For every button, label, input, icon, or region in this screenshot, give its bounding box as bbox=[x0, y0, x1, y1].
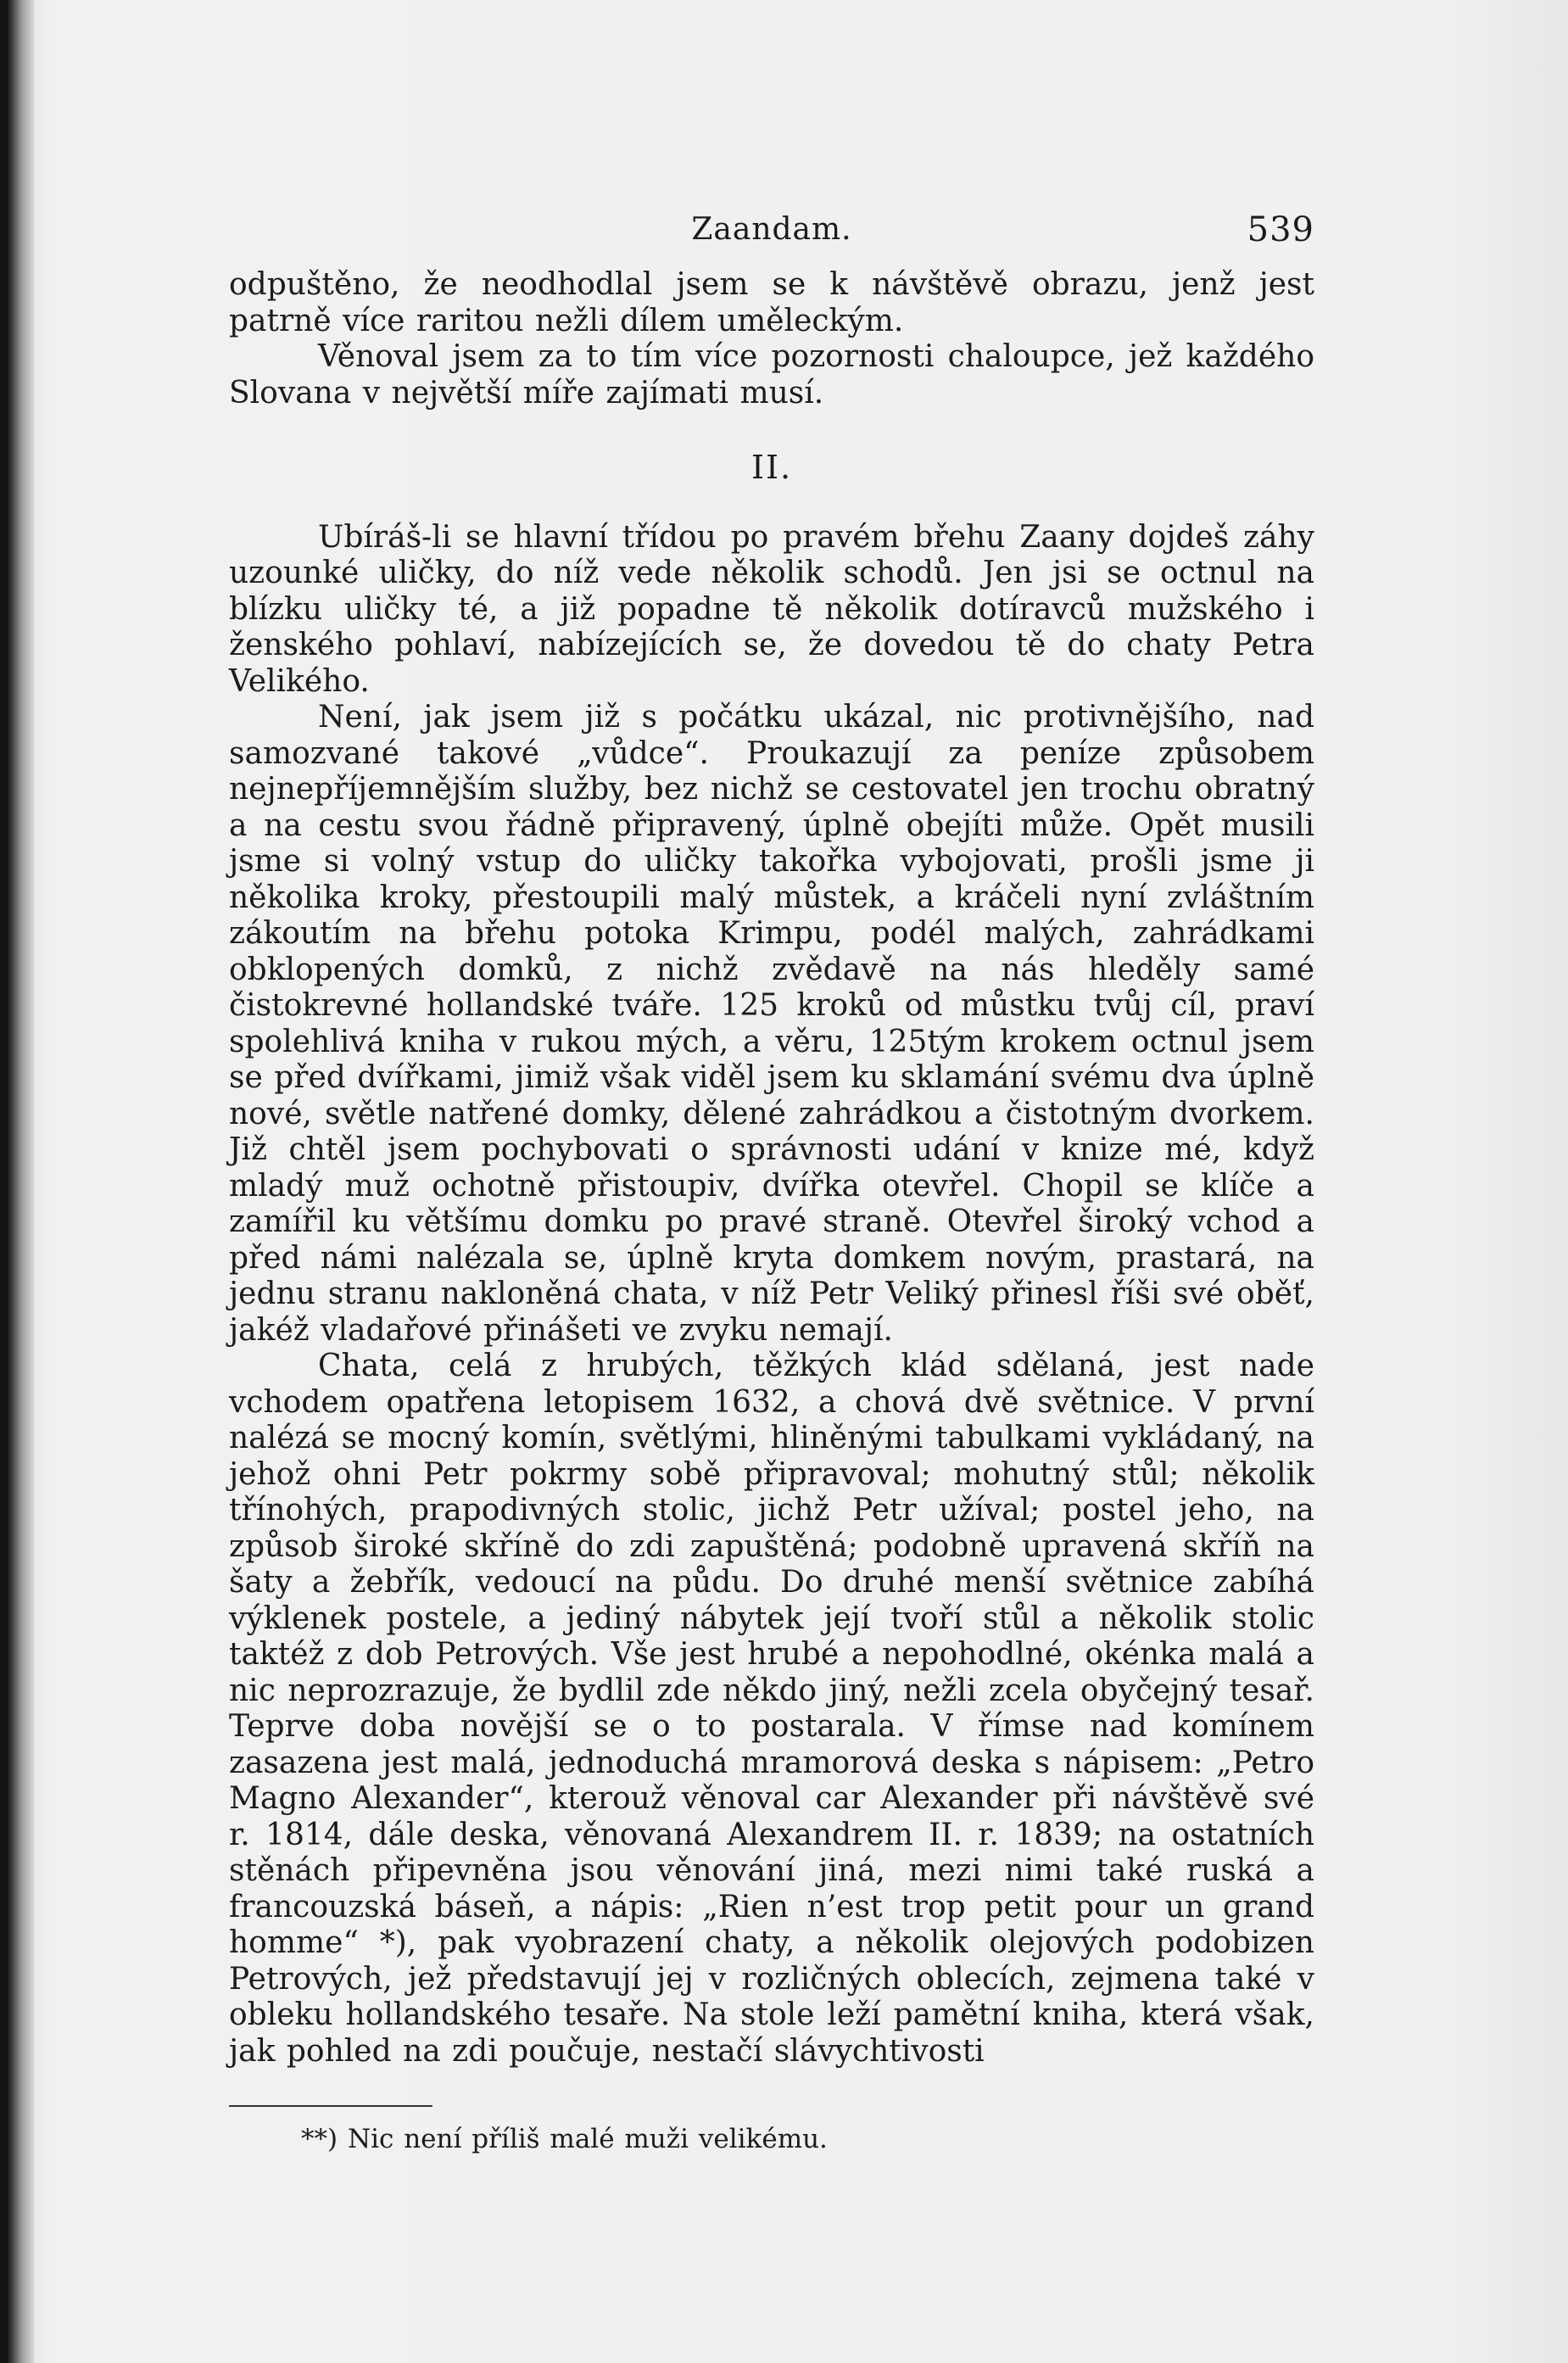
page-header bbox=[229, 195, 1314, 267]
footnote: **) Nic není příliš malé muži velikému. bbox=[301, 2124, 828, 2154]
paragraph: Ubíráš-li se hlavní třídou po pravém břehu Zaany dojdeš záhy uzounké uličky, do níž vede několik schodů. Jen jsi se octnul na blízku uličky té, a již popadne tě několik dotíravců mužského i ženského pohlaví, nabízejících se, že dovedou tě do chaty Petra Velikého. bbox=[229, 519, 1314, 699]
page-number: 539 bbox=[1247, 210, 1314, 249]
section-heading: II. bbox=[751, 449, 793, 486]
page-text-block bbox=[229, 195, 1314, 2156]
paragraph: odpuštěno, že neodhodlal jsem se k návštěvě obrazu, jenž jest patrně více raritou nežli dílem uměleckým. bbox=[229, 267, 1314, 338]
paragraph: Není, jak jsem již s počátku ukázal, nic protivnějšího, nad samozvané takové „vůdce“. Proukazují za peníze způsobem nejnepříjemnějším služby, bez nichž se cestovatel jen trochu obratný a na cestu svou řádně připravený, úplně obejíti může. Opět musili jsme si volný vstup do uličky takořka vybojovati, prošli jsme ji několika kroky, přestoupili malý můstek, a kráčeli nyní zvláštním zákoutím na břehu potoka Krimpu, podél malých, zahrádkami obklopených domků, z nichž zvědavě na nás hleděly samé čistokrevné hollandské tváře. 125 kroků od můstku tvůj cíl, praví spolehlivá kniha v rukou mých, a věru, 125tým krokem octnul jsem se před dvířkami, jimiž však viděl jsem ku sklamání svému dva úplně nové, světle natřené domky, dělené zahrádkou a čistotným dvorkem. Již chtěl jsem pochybovati o správnosti udání v knize mé, když mladý muž ochotně přistoupiv, dvířka otevřel. Chopil se klíče a zamířil ku většímu domku po pravé straně. Otevřel široký vchod a před námi nalézala se, úplně kryta domkem novým, prastará, na jednu stranu nakloněná chata, v níž Petr Veliký přinesl říši své oběť, jakéž vladařové přinášeti ve zvyku nemají. bbox=[229, 700, 1314, 1348]
footnote-divider bbox=[229, 2105, 432, 2107]
paragraph: Věnoval jsem za to tím více pozornosti chaloupce, jež každého Slovana v největší míře zajímati musí. bbox=[229, 339, 1314, 411]
book-spine-edge bbox=[0, 0, 8, 2363]
running-head: Zaandam. bbox=[691, 212, 852, 247]
paragraph: Chata, celá z hrubých, těžkých klád sdělaná, jest nade vchodem opatřena letopisem 1632, a chová dvě světnice. V první nalézá se mocný komín, světlými, hliněnými tabulkami vykládaný, na jehož ohni Petr pokrmy sobě připravoval; mohutný stůl; několik třínohých, prapodivných stolic, jichž Petr užíval; postel jeho, na způsob široké skříně do zdi zapuštěná; podobně upravená skříň na šaty a žebřík, vedoucí na půdu. Do druhé menší světnice zabíhá výklenek postele, a jediný nábytek její tvoří stůl a několik stolic taktéž z dob Petrových. Vše jest hrubé a nepohodlné, okénka malá a nic neprozrazuje, že bydlil zde někdo jiný, nežli zcela obyčejný tesař. Teprve doba novější se o to postarala. V římse nad komínem zasazena jest malá, jednoduchá mramorová deska s nápisem: „Petro Magno Alexander“, kterouž věnoval car Alexander při návštěvě své r. 1814, dále deska, věnovaná Alexandrem II. r. 1839; na ostatních stěnách připevněna jsou věnování jiná, mezi nimi také ruská a francouzská báseň, a nápis: „Rien n’est trop petit pour un grand homme“ *), pak vyobrazení chaty, a několik olejových podobizen Petrových, jež představují jej v rozličných oblecích, zejmena také v obleku hollandského tesaře. Na stole leží pamětní kniha, která však, jak pohled na zdi poučuje, nestačí slávychtivosti bbox=[229, 1349, 1314, 2069]
